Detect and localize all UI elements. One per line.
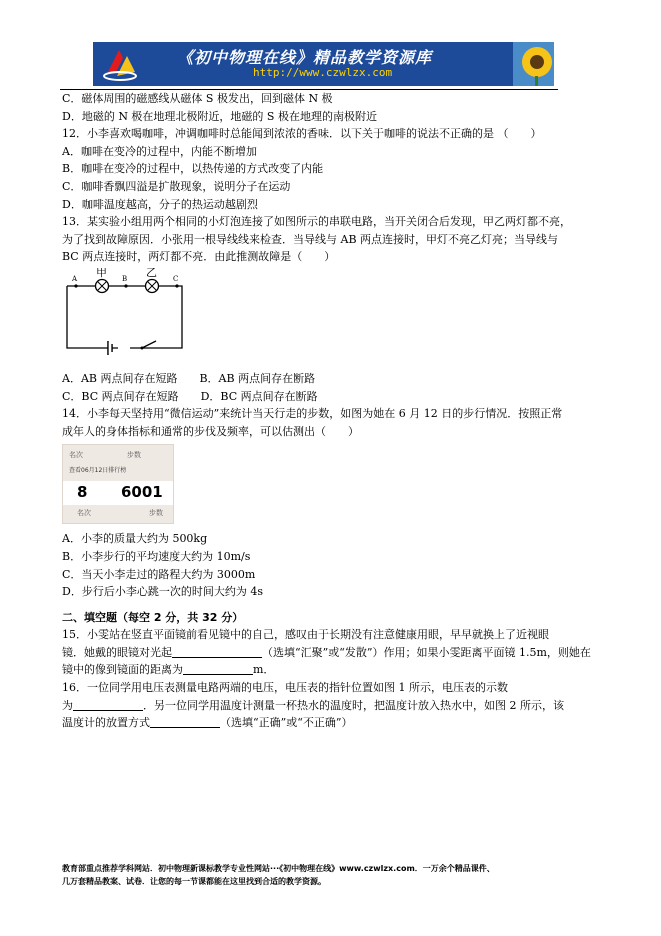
text-line: 成年人的身体指标和通常的步伐及频率，可以估测出（ ） [62,424,359,438]
photo-header-steps: 步数 [127,451,141,460]
footer-line-1: 教育部重点推荐学科网站．初中物理新课标教学专业性网站···《初中物理在线》www.czwlzx.com．一万余个精品课件、 [62,864,495,873]
site-logo-icon [101,46,139,82]
q16-text-b: ．另一位同学用温度计测量一杯热水的温度时，把温度计放入热水中，如图 2 所示，该 [143,698,564,712]
photo-header-rank: 名次 [69,451,83,460]
question-15-line-3 [62,661,587,679]
header-title: 《初中物理在线》精品教学资源库 [177,48,433,67]
question-14: 14．小李每天坚持用“微信运动”来统计当天行走的步数，如图为她在 6 月 12 日的步行情况．按照正常 [62,407,563,421]
circuit-label-b: B [122,274,128,283]
photo-date-line: 查看06月12日排行榜 [69,467,127,475]
photo-footer-rank: 名次 [77,509,91,518]
fill-blank[interactable] [73,698,143,711]
section-title: 二、填空题（每空 2 分，共 32 分） [62,610,244,624]
header-url[interactable]: http://www.czwlzx.com [253,66,393,79]
fill-blank[interactable] [183,662,253,675]
option-line: D．步行后小李心跳一次的时间大约为 4s [62,585,263,599]
question-12: 12．小李喜欢喝咖啡，冲调咖啡时总能闻到浓浓的香味．以下关于咖啡的说法不正确的是 （ ） [62,127,542,141]
photo-steps-value: 6001 [121,483,163,502]
fill-blank[interactable] [172,645,262,658]
section-gap [62,601,587,609]
circuit-label-c: C [173,274,179,283]
header-banner [93,42,554,86]
option-line: B．咖啡在变冷的过程中，以热传递的方式改变了内能 [62,162,324,176]
q16-text-a: 为 [62,698,73,712]
photo-footer-steps: 步数 [149,509,163,518]
text-line: 为了找到故障原因．小张用一根导线线来检查．当导线与 AB 两点连接时，甲灯不亮乙灯亮；当导线与 [62,232,559,246]
question-15: 15．小雯站在竖直平面镜前看见镜中的自己，感叹由于长期没有注意健康用眼，早早就换上了近视眼 [62,628,549,642]
page-footer [62,862,602,888]
photo-rank-value: 8 [77,483,88,502]
question-15-line-2 [62,644,591,662]
q16-text-d: （选填“正确”或“不正确”） [220,716,353,730]
text-line: BC 两点连接时，两灯都不亮．由此推测故障是（ ） [62,250,336,264]
option-line: A．AB 两点间存在短路 B．AB 两点间存在断路 [62,371,316,385]
option-line: C．当天小李走过的路程大约为 3000m [62,567,256,581]
circuit-label-a: A [72,274,78,283]
text-line: C．磁体周围的磁感线从磁体 S 极发出，回到磁体 N 极 [62,92,333,105]
q15-text-a: 镜．她戴的眼镜对光起 [62,645,172,659]
footer-line-2: 几万套精品教案、试卷．让您的每一节课都能在这里找到合适的教学资源。 [62,877,326,886]
question-16-line-3 [62,714,587,732]
question-16: 16．一位同学用电压表测量电路两端的电压，电压表的指针位置如图 1 所示，电压表的示数 [62,681,508,695]
sunflower-icon [513,42,554,86]
option-line: B．小李步行的平均速度大约为 10m/s [62,549,251,563]
text-line: D．地磁的 N 极在地理北极附近，地磁的 S 极在地理的南极附近 [62,109,377,123]
q15-text-c: 镜中的像到镜面的距离为 [62,663,183,677]
wechat-steps-photo [62,444,174,524]
page-content [62,90,591,732]
option-line: C．咖啡香飘四溢是扩散现象，说明分子在运动 [62,179,291,193]
q15-text-b: （选填“汇聚”或“发散”）作用；如果小雯距离平面镜 1.5m，则她在 [262,645,591,659]
series-circuit-diagram [62,268,187,363]
option-line: A．小李的质量大约为 500kg [62,532,208,546]
option-line: D．咖啡温度越高，分子的热运动越剧烈 [62,197,258,211]
lamp-label-2: 乙 [146,267,157,279]
question-16-line-2 [62,697,587,715]
q15-text-d: m． [253,663,275,677]
option-line: A．咖啡在变冷的过程中，内能不断增加 [62,144,257,158]
q16-text-c: 温度计的放置方式 [62,716,150,730]
question-13: 13．某实验小组用两个相同的小灯泡连接了如图所示的串联电路，当开关闭合后发现，甲乙两灯都不亮， [62,215,571,229]
lamp-label-1: 甲 [96,267,107,279]
fill-blank[interactable] [150,715,220,728]
option-line: C．BC 两点间存在短路 D．BC 两点间存在断路 [62,389,318,403]
